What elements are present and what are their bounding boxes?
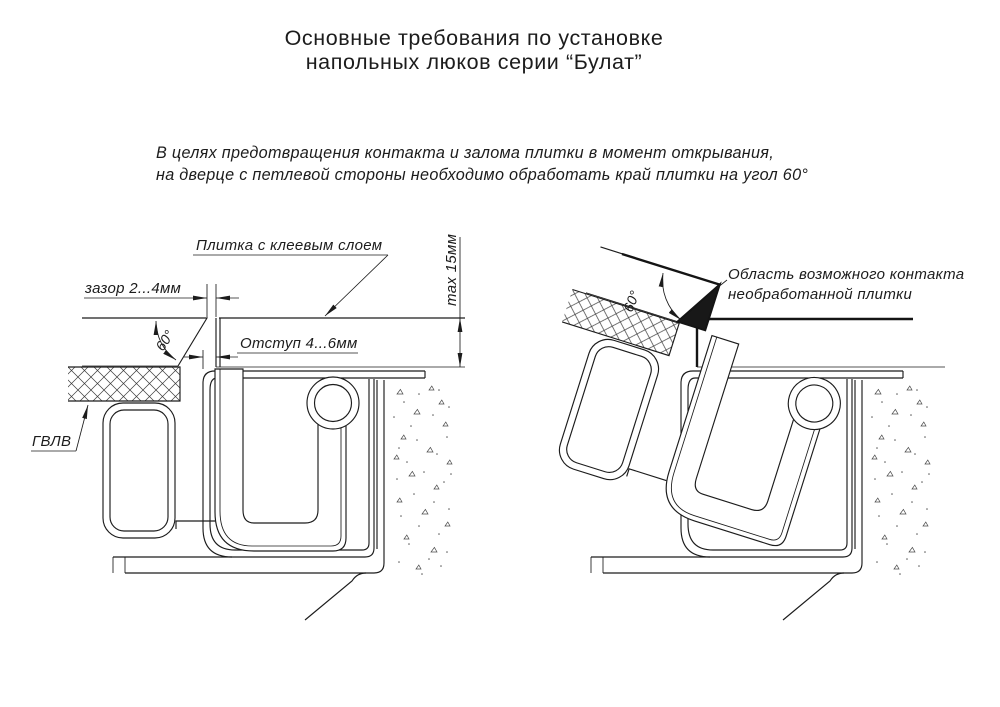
contact-label-line2: необработанной плитки	[728, 286, 913, 303]
offset-dimension-label: Отступ 4...6мм	[240, 335, 358, 352]
closed-position-view	[31, 234, 465, 620]
gvl-label: ГВЛВ	[32, 433, 72, 450]
note-line2: на дверце с петлевой стороны необходимо обработать край плитки на угол 60°	[156, 166, 809, 184]
bevel-angle-label: 60°	[152, 327, 178, 354]
tile-glue-label: Плитка с клеевым слоем	[196, 237, 383, 254]
page-title-line2: напольных люков серии “Булат”	[305, 50, 643, 74]
open-position-view	[517, 243, 964, 620]
max-thickness-label: max 15мм	[443, 233, 460, 306]
contact-label-line1: Область возможного контакта	[728, 266, 965, 283]
page-title-line1: Основные требования по установке	[284, 26, 664, 50]
open-angle-label: 60°	[619, 288, 643, 315]
note-line1: В целях предотвращения контакта и залома плитки в момент открывания,	[156, 144, 775, 162]
gap-dimension-label: зазор 2...4мм	[85, 280, 182, 297]
header	[156, 26, 808, 184]
